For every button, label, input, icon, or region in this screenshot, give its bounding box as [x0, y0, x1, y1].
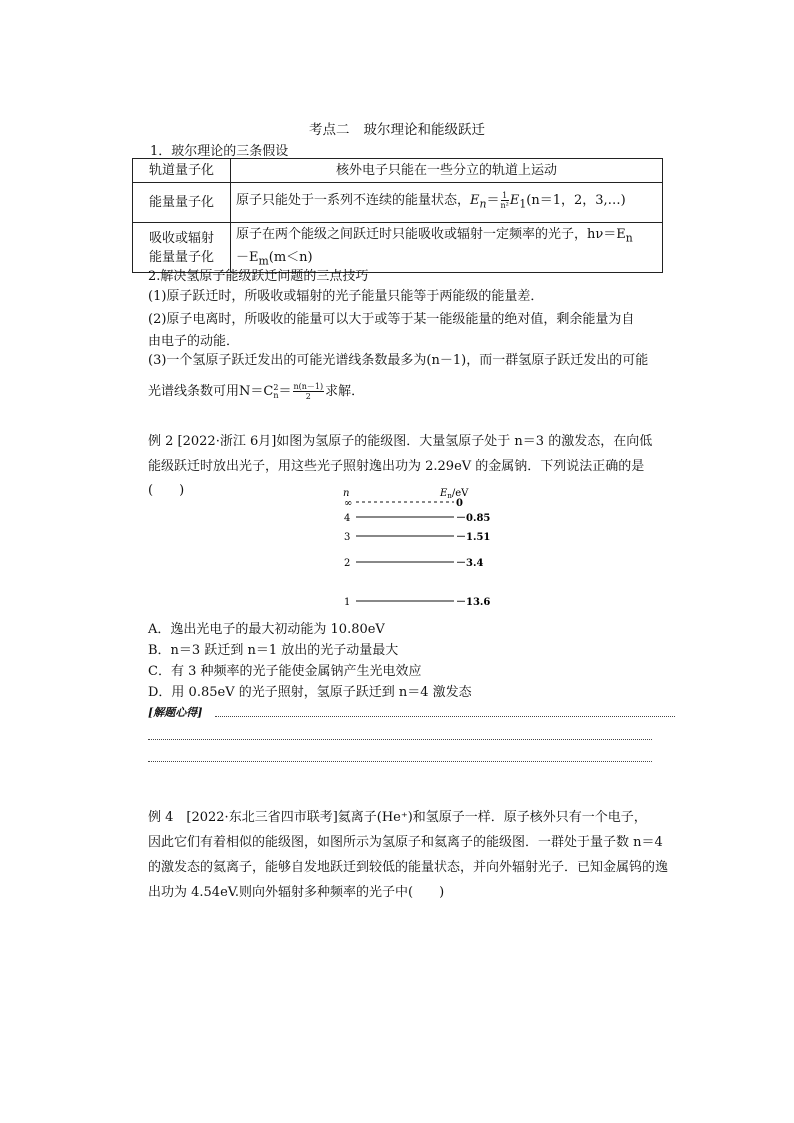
- fraction: [501, 191, 509, 210]
- table-cell-text: 原子在两个能级之间跃迁时只能吸收或辐射一定频率的光子，hν＝E: [236, 227, 626, 242]
- axis-n-label: n: [343, 488, 350, 499]
- example-2-line1: 例 2 [2022·浙江 6月]如图为氢原子的能级图．大量氢原子处于 n＝3 的激发态，在向低: [148, 434, 653, 449]
- tip-3-line2: [148, 381, 676, 403]
- energy-level-e-label: 0: [456, 498, 463, 509]
- axis-e-symbol: E: [440, 488, 448, 499]
- fraction-numerator: n(n－1): [293, 382, 324, 391]
- table-cell-text: 原子只能处于一系列不连续的能量状态，: [236, 193, 471, 209]
- section-title-text: 玻尔理论和能级跃迁: [363, 122, 485, 138]
- bohr-hypotheses-table: [132, 158, 663, 273]
- axis-e-subscript: n: [447, 492, 452, 500]
- energy-level-e-label: －1.51: [456, 532, 491, 543]
- formula-equals: ＝: [278, 384, 292, 399]
- energy-level-n-label: ∞: [344, 498, 353, 509]
- combination-subscript: n: [273, 390, 279, 400]
- example-2-line2: 能级跃迁时放出光子，用这些光子照射逸出功为 2.29eV 的金属钠．下列说法正确的是( ): [148, 459, 645, 498]
- option-d[interactable]: D．用 0.85eV 的光子照射，氢原子跃迁到 n＝4 激发态: [148, 685, 472, 700]
- tip-2-line2: 由电子的动能．: [148, 334, 240, 349]
- example-4-line2: 因此它们有着相似的能级图，如图所示为氢原子和氦离子的能级图．一群处于量子数 n＝4: [148, 835, 663, 850]
- example-4-line4: 出功为 4.54eV.则向外辐射多种频率的光子中( ): [148, 885, 445, 900]
- energy-level-n-label: 3: [344, 532, 351, 543]
- tip-1: (1)原子跃迁时，所吸收或辐射的光子能量只能等于两能级的能量差．: [148, 289, 544, 304]
- section-title-number: 考点二: [309, 122, 350, 138]
- energy-level-n-label: 1: [344, 597, 351, 608]
- table-cell-value: [231, 183, 663, 223]
- energy-level-n-label: 2: [344, 558, 351, 569]
- subheading-bohr-hypotheses: 1．玻尔理论的三条假设: [150, 144, 289, 159]
- section-title: [0, 118, 794, 138]
- subheading-tips: 2.解决氢原子能级跃迁问题的三点技巧: [148, 269, 369, 284]
- formula-symbol: E: [509, 193, 520, 209]
- fraction-denominator: n²: [500, 201, 509, 211]
- answer-line-1[interactable]: [215, 716, 675, 717]
- answer-line-2[interactable]: [148, 739, 652, 740]
- table-cell-key-line1: 吸收或辐射: [148, 230, 214, 246]
- energy-level-e-label: －0.85: [456, 513, 491, 524]
- fraction-numerator: 1: [502, 191, 508, 201]
- axis-e-label: [439, 488, 469, 500]
- formula-tail: (n＝1，2，3,…): [526, 193, 626, 209]
- answer-line-3[interactable]: [148, 761, 652, 762]
- formula-tail: (m＜n): [268, 249, 313, 265]
- levels-group: [344, 498, 490, 608]
- energy-level-diagram: [330, 484, 500, 614]
- energy-level-e-label: －13.6: [456, 597, 491, 608]
- option-b[interactable]: B．n＝3 跃迁到 n＝1 放出的光子动量最大: [148, 643, 399, 658]
- table-cell-key: 能量量子化: [133, 183, 231, 223]
- formula-symbol: E: [470, 193, 480, 209]
- tip-2-line1: (2)原子电离时，所吸收的能量可以大于或等于某一能级能量的绝对值，剩余能量为自: [148, 312, 635, 327]
- tip-3-text: 求解．: [325, 384, 365, 399]
- formula-subscript: 1: [519, 197, 527, 211]
- tip-3-line1: (3)一个氢原子跃迁发出的可能光谱线条数最多为(n－1)，而一群氢原子跃迁发出的可能: [148, 353, 649, 368]
- energy-level-n-label: 4: [344, 513, 351, 524]
- table-row: [133, 159, 663, 183]
- answer-label: [解题心得]: [148, 706, 203, 719]
- formula-subscript: n: [479, 197, 487, 211]
- formula-equals: ＝: [486, 193, 500, 209]
- fraction: [293, 382, 325, 401]
- table-row: [133, 183, 663, 223]
- table-cell-value: 核外电子只能在一些分立的轨道上运动: [231, 159, 663, 183]
- table-cell-text: －E: [236, 249, 259, 265]
- formula-subscript: n: [625, 231, 633, 245]
- combination-superscript: 2: [273, 382, 279, 392]
- tip-3-text: 光谱线条数可用N＝C: [148, 384, 274, 399]
- axis-e-unit: /eV: [451, 488, 469, 499]
- table-cell-key-line2: 能量量子化: [148, 249, 214, 265]
- example-4-line3: 的激发态的氦离子，能够自发地跃迁到较低的能量状态，并向外辐射光子．已知金属钨的逸: [148, 860, 669, 875]
- fraction-denominator: 2: [305, 392, 311, 401]
- option-a[interactable]: A．逸出光电子的最大初动能为 10.80eV: [148, 622, 385, 637]
- option-c[interactable]: C．有 3 种频率的光子能使金属钠产生光电效应: [148, 664, 422, 679]
- example-4-line1: 例 4 [2022·东北三省四市联考]氦离子(He⁺)和氢原子一样．原子核外只有一个电子，: [148, 810, 647, 825]
- energy-level-e-label: －3.4: [456, 558, 484, 569]
- formula-subscript: m: [258, 254, 269, 268]
- table-cell-key: 轨道量子化: [133, 159, 231, 183]
